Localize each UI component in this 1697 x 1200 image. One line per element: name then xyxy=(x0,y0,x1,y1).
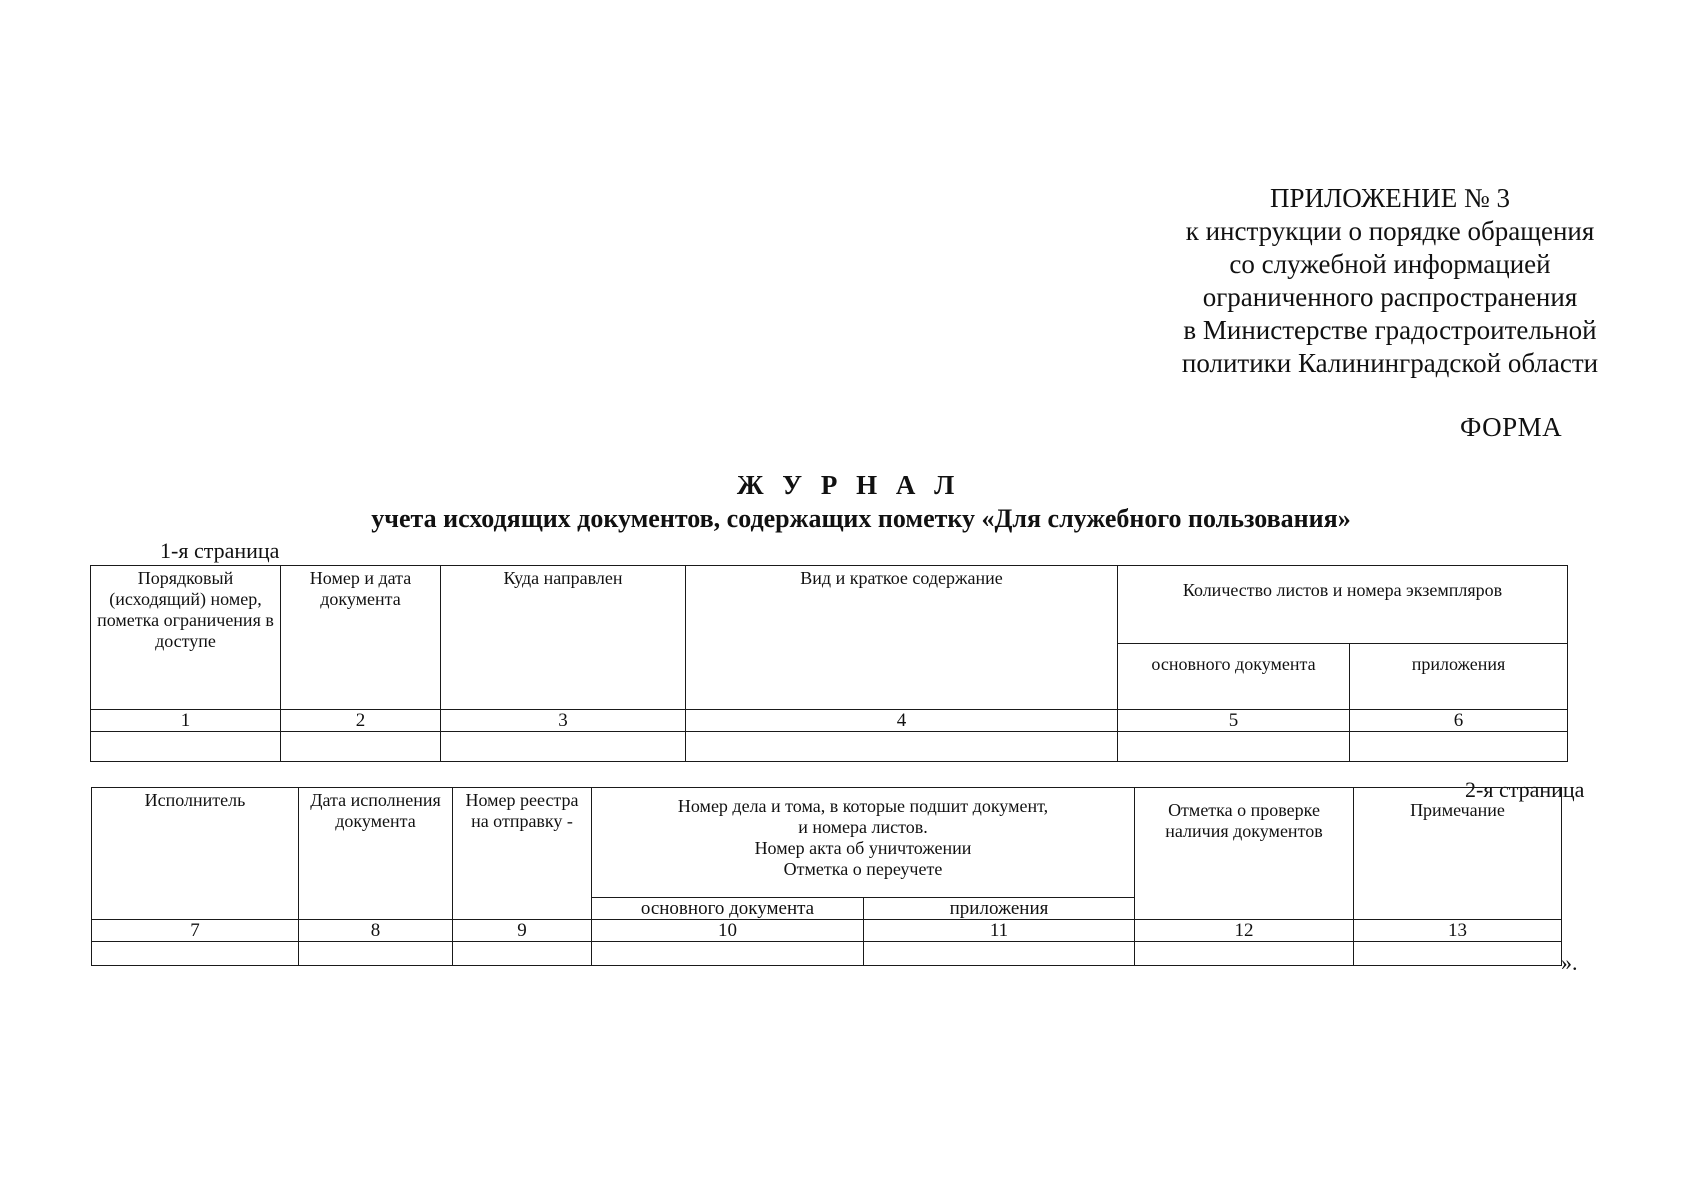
header-cell-col10: основного документа xyxy=(592,898,864,920)
group-header-line: Номер акта об уничтожении xyxy=(754,838,972,858)
blank-cell xyxy=(1135,942,1354,966)
group-header-line: Номер дела и тома, в которые подшит документ, xyxy=(677,796,1049,816)
column-number: 4 xyxy=(686,710,1118,732)
header-cell-col1: Порядковый (исходящий) номер, пометка ограничения в доступе xyxy=(91,566,281,710)
blank-cell xyxy=(453,942,592,966)
blank-cell xyxy=(281,732,441,762)
header-cell-group: Количество листов и номера экземпляров xyxy=(1118,566,1568,644)
blank-cell xyxy=(441,732,686,762)
appendix-line: со служебной информацией xyxy=(1229,249,1551,279)
blank-cell xyxy=(592,942,864,966)
appendix-heading xyxy=(1140,182,1640,380)
blank-cell xyxy=(299,942,453,966)
header-cell-group xyxy=(592,788,1135,898)
column-numbers-row xyxy=(91,710,1568,732)
header-row xyxy=(91,566,1568,644)
column-number: 6 xyxy=(1350,710,1568,732)
page1-label: 1-я страница xyxy=(160,538,280,563)
journal-subtitle: учета исходящих документов, содержащих пометку «Для служебного пользования» xyxy=(371,504,1351,533)
header-cell-col2: Номер и дата документа xyxy=(281,566,441,710)
header-cell-col5: основного документа xyxy=(1118,644,1350,710)
header-cell-col12: Отметка о проверке наличия документов xyxy=(1135,788,1354,920)
blank-cell xyxy=(91,732,281,762)
appendix-line: к инструкции о порядке обращения xyxy=(1185,216,1595,246)
column-number: 9 xyxy=(453,920,592,942)
appendix-line: ПРИЛОЖЕНИЕ № 3 xyxy=(1269,183,1511,213)
header-cell-col3: Куда направлен xyxy=(441,566,686,710)
journal-title: Ж У Р Н А Л xyxy=(736,470,961,500)
header-cell-col4: Вид и краткое содержание xyxy=(686,566,1118,710)
journal-table-page1 xyxy=(90,565,1568,762)
column-number: 13 xyxy=(1354,920,1562,942)
header-cell-col6: приложения xyxy=(1350,644,1568,710)
appendix-line: политики Калининградской области xyxy=(1181,348,1599,378)
column-number: 11 xyxy=(864,920,1135,942)
column-number: 7 xyxy=(92,920,299,942)
blank-entry-row xyxy=(92,942,1562,966)
appendix-line: в Министерстве градостроительной xyxy=(1183,315,1597,345)
blank-cell xyxy=(92,942,299,966)
header-row xyxy=(92,788,1562,898)
column-numbers-row xyxy=(92,920,1562,942)
appendix-line: ограниченного распространения xyxy=(1202,282,1578,312)
column-number: 8 xyxy=(299,920,453,942)
column-number: 12 xyxy=(1135,920,1354,942)
page2-label: 2-я страница xyxy=(1465,777,1585,802)
form-label: ФОРМА xyxy=(1460,412,1563,442)
group-header-line: Отметка о переучете xyxy=(783,859,943,879)
blank-cell xyxy=(686,732,1118,762)
blank-entry-row xyxy=(91,732,1568,762)
column-number: 1 xyxy=(91,710,281,732)
header-cell-col8: Дата исполнения документа xyxy=(299,788,453,920)
blank-cell xyxy=(1118,732,1350,762)
blank-cell xyxy=(1354,942,1562,966)
column-number: 10 xyxy=(592,920,864,942)
header-cell-col13: Примечание xyxy=(1354,788,1562,920)
header-cell-col9: Номер реестра на отправку - xyxy=(453,788,592,920)
column-number: 5 xyxy=(1118,710,1350,732)
column-number: 2 xyxy=(281,710,441,732)
closing-quote-mark: ». xyxy=(1561,950,1578,975)
group-header-line: и номера листов. xyxy=(798,817,928,837)
header-cell-col7: Исполнитель xyxy=(92,788,299,920)
journal-table-page2 xyxy=(91,787,1562,966)
blank-cell xyxy=(1350,732,1568,762)
column-number: 3 xyxy=(441,710,686,732)
header-cell-col11: приложения xyxy=(864,898,1135,920)
blank-cell xyxy=(864,942,1135,966)
